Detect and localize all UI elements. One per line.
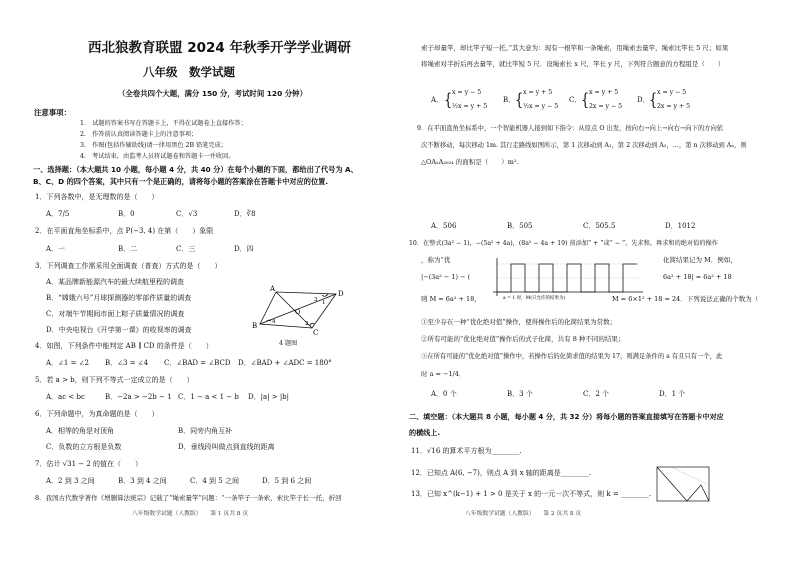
q4-option-a: A．∠1 = ∠2 xyxy=(46,359,90,367)
note-item: 1. 试题的答案书写在答题卡上，不得在试题卷上直接作答； xyxy=(80,120,247,127)
question-10: 10．在整式(3a² − 1)，−(5a² + 4a)，(8a² − 4a + 19) 前添加“ + ”或“ − ”，先求和，再求和的绝对值的操作 xyxy=(409,240,718,247)
q4-parallelogram-figure xyxy=(252,284,352,336)
q10-option-a: A．0 个 xyxy=(431,390,457,398)
question-10-cont: 化简结果记为 M．例如， xyxy=(663,256,737,264)
q2-option-d: D．四 xyxy=(234,245,254,253)
question-6: 6．下列命题中，为真命题的是（ ） xyxy=(35,410,159,418)
question-1: 1．下列各数中，是无理数的是（ ） xyxy=(35,193,159,201)
q4-option-b: B．∠3 = ∠4 xyxy=(105,359,149,367)
q9-option-b: B．505 xyxy=(507,222,533,230)
fig-label-C: C xyxy=(313,329,319,336)
q6-option-a: A．相等的角是对顶角 xyxy=(46,427,115,435)
brace-icon: { xyxy=(581,90,590,110)
question-9-cont: △OA₂A₂₀₂₄ 的面积是（ ）m². xyxy=(421,158,519,166)
q9-option-d: D．1012 xyxy=(665,222,696,230)
q6-option-b: B．同旁内角互补 xyxy=(178,427,233,435)
q9-figure-caption: a = 1 时，M(只允许的结果为) xyxy=(503,296,566,300)
q9-robot-path-figure xyxy=(489,256,649,300)
option-label: D． xyxy=(637,96,650,104)
question-13: 13．已知 x^(k−1) + 1 > 0 是关于 x 的一元一次不等式，则 k = ________. xyxy=(411,490,652,498)
fig-angle-1: 1 xyxy=(322,300,326,306)
q10-option-c: C．2 个 xyxy=(583,390,610,398)
question-4: 4．如图，下列条件中能判定 AB ∥ CD 的条件是（ ） xyxy=(35,342,213,350)
fig-angle-3: 3 xyxy=(314,297,318,303)
q5-option-c: C．1 − a < 1 − b xyxy=(178,393,239,401)
question-10-cont: |−(3a² − 1) − ( xyxy=(421,273,471,281)
option-label: C． xyxy=(569,96,582,104)
question-8: 8．我国古代数学著作《增删算法统宗》记载了“绳索量竿”问题：“一条竿子一条索，索比竿子长一托，折回 xyxy=(35,494,342,502)
q2-option-b: B．二 xyxy=(118,245,138,253)
section1-heading: 一、选择题：（本大题共 10 小题，每小题 4 分，共 40 分）在每个小题的下面，都给出了代号为 A、 xyxy=(33,165,358,174)
exam-subtitle: 八年级 数学试题 xyxy=(143,65,235,79)
notes-heading: 注意事项： xyxy=(34,108,71,117)
q10-statement-3: ③在所有可能的“优化绝对值”操作中，若操作后的化简求值的结果为 17，则满足条件的 a 有且只有一个，此 xyxy=(421,353,723,360)
equation-top: x = y + 5 xyxy=(523,89,553,96)
brace-icon: { xyxy=(515,90,524,110)
q10-statement-1: ①至少存在一种“优化绝对值”操作，使得操作后的化简结果为常数； xyxy=(421,318,617,326)
q3-option-a: A．某品牌新能源汽车的最大续航里程的调查 xyxy=(46,278,185,286)
q5-option-a: A．ac < bc xyxy=(46,393,85,401)
q10-statement-3-cont: 时 a = −1/4． xyxy=(421,370,466,378)
fig-label-A: A xyxy=(270,285,276,293)
question-12: 12．已知点 A(6, −7)，则点 A 到 x 轴的距离是________. xyxy=(411,469,592,477)
q13-geometry-figure xyxy=(651,463,717,507)
q4-option-d: D．∠BAD + ∠ADC = 180° xyxy=(238,359,332,367)
question-10-cont: 6a² + 18| = 6a² + 18 xyxy=(663,273,732,281)
option-label: B． xyxy=(503,96,516,104)
equation-top: x = y − 5 xyxy=(452,89,482,96)
question-11: 11．√16 的算术平方根为________. xyxy=(411,447,522,455)
question-5: 5．若 a > b，则下列不等式一定成立的是（ ） xyxy=(35,376,194,384)
fig-label-O: O xyxy=(295,308,301,316)
section2-heading-cont: 的横线上. xyxy=(409,428,441,437)
q1-option-c: C．√3 xyxy=(176,210,198,218)
brace-icon: { xyxy=(444,90,453,110)
equation-top: x = y − 5 xyxy=(657,89,687,96)
q3-option-b: B．“嫦娥六号”月球探测器的零部件质量的调查 xyxy=(46,294,192,302)
q4-option-c: C．∠BAD = ∠BCD xyxy=(164,359,231,367)
q1-option-a: A．7/5 xyxy=(46,210,70,218)
q7-option-d: D．5 到 6 之间 xyxy=(262,477,312,485)
fig-angle-2: 2 xyxy=(305,321,309,327)
q9-option-a: A．506 xyxy=(431,222,457,230)
page-right xyxy=(397,0,794,561)
section1-heading-cont: B、C、D 的四个答案，其中只有一个是正确的，请将每小题的答案涂在答题卡中对应的位置. xyxy=(33,177,329,186)
brace-icon: { xyxy=(649,90,658,110)
q5-option-b: B．−2a > −2b − 1 xyxy=(105,393,172,401)
q9-option-c: C．505.5 xyxy=(583,222,616,230)
q1-option-d: D．∛8 xyxy=(234,210,256,218)
question-7: 7．估计 √31 − 2 的值在（ ） xyxy=(35,460,143,468)
question-3: 3．下列调查工作需采用全面调查（普查）方式的是（ ） xyxy=(35,262,222,270)
question-10-cont: 则 M = 6a² + 18， xyxy=(421,295,481,303)
equation-bottom: ½x = y + 5 xyxy=(452,103,488,110)
exam-title: 西北狼教育联盟 2024 年秋季开学学业调研 xyxy=(88,40,351,56)
question-10-cont: M = 6×1² + 18 = 24．下列说法正确的个数为（ xyxy=(612,295,759,303)
note-item: 3. 作图(包括作辅助线)请一律用黑色 2B 铅笔完成； xyxy=(80,142,227,149)
note-item: 2. 作答前认真阅读答题卡上的注意事项； xyxy=(80,131,198,138)
question-9-cont: 次不断移动，每次移动 1m. 其行走路线如图所示，第 1 次移动到 A₁，第 2 次移动到 A₂，…，第 n 次移动到 Aₙ，则 xyxy=(421,142,747,149)
fig-label-D: D xyxy=(338,290,344,298)
q10-option-b: B．3 个 xyxy=(507,390,533,398)
note-item: 4. 考试结束，由监考人员将试题卷和答题卡一并收回。 xyxy=(80,153,235,160)
option-label: A． xyxy=(431,96,444,104)
q3-option-c: C．对端午节期间市面上粽子质量情况的调查 xyxy=(46,310,185,318)
q1-option-b: B．0 xyxy=(118,210,135,218)
question-2: 2．在平面直角坐标系中，点 P(−3, 4) 在第（ ）象限 xyxy=(35,227,214,235)
fig-angle-4: 4 xyxy=(272,319,276,325)
q6-option-d: D．垂线段叫做点到直线的距离 xyxy=(178,443,275,451)
q10-statement-2: ②所有可能的“优化绝对值”操作后的式子化简，共有 8 种不同的结果； xyxy=(421,335,625,343)
q2-option-a: A．一 xyxy=(46,245,66,253)
q5-option-d: D．|a| > |b| xyxy=(248,393,290,401)
q7-option-a: A．2 到 3 之间 xyxy=(46,477,95,485)
page-footer: 八年级数学试题（人教版） 第 2 页共 8 页 xyxy=(465,511,582,517)
q7-option-c: C．4 到 5 之间 xyxy=(190,477,239,485)
equation-bottom: 2x = y − 5 xyxy=(589,103,623,110)
equation-top: x = y + 5 xyxy=(589,89,619,96)
equation-bottom: ½x = y − 5 xyxy=(523,103,559,110)
q7-option-b: B．3 到 4 之间 xyxy=(118,477,167,485)
section2-heading: 二、填空题：（本大题共 8 小题，每小题 4 分，共 32 分）将每小题的答案直接填写在答题卡中对应 xyxy=(409,412,724,421)
question-9: 9．在平面直角坐标系中，一个智能机器人接到如下指令：从原点 O 出发，按向右→向上→向右→向下的方向依 xyxy=(417,125,724,132)
q2-option-c: C．三 xyxy=(176,245,196,253)
fig-label-B: B xyxy=(252,322,258,330)
q3-option-d: D．中央电视台《开学第一课》的收视率的调查 xyxy=(46,326,192,334)
equation-bottom: 2x = y + 5 xyxy=(657,103,691,110)
page-footer: 八年级数学试题（人教版） 第 1 页共 8 页 xyxy=(132,511,249,517)
q10-option-d: D．1 个 xyxy=(659,390,686,398)
question-10-cont: ，称为“优 xyxy=(421,256,451,264)
q8-continued: 索子却量竿，却比竿子短一托。”其大意为：现有一根竿和一条绳索，用绳索去量竿，绳索比竿长 5 尺；如果 xyxy=(421,44,729,52)
q4-figure-caption: 4 题图 xyxy=(279,340,298,347)
exam-info: （全卷共四个大题，满分 150 分，考试时间 120 分钟） xyxy=(118,89,307,98)
q6-option-c: C．负数的立方根是负数 xyxy=(46,443,122,451)
q8-continued: 将绳索对半折后再去量竿，就比竿短 5 尺．设绳索长 x 尺，竿长 y 尺，下列符合题意的方程组是（ ） xyxy=(421,60,725,68)
